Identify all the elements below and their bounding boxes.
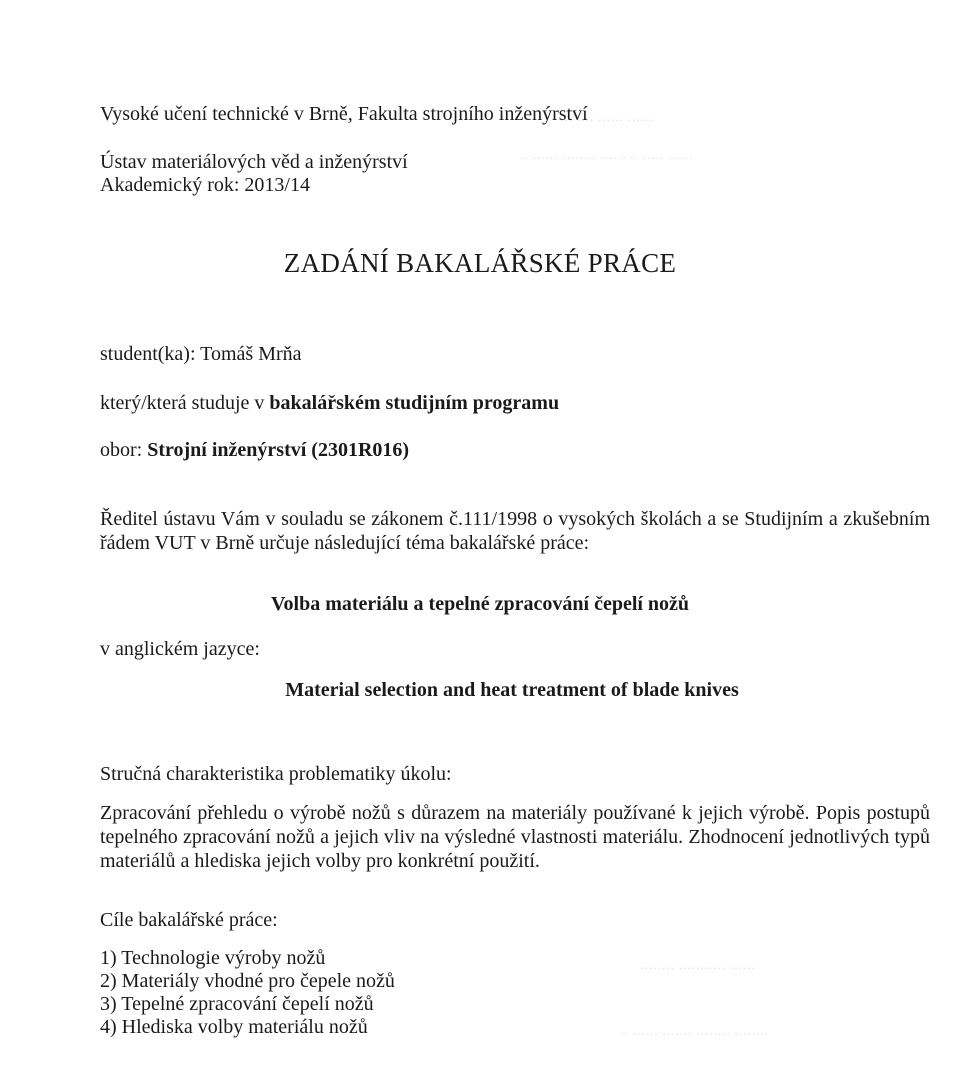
programme-name: bakalářském studijním programu	[269, 392, 560, 414]
field-line	[100, 438, 409, 462]
student-label: student(ka):	[100, 343, 201, 365]
page-title: ZADÁNÍ BAKALÁŘSKÉ PRÁCE	[283, 248, 677, 278]
field-name: Strojní inženýrství	[147, 439, 307, 461]
characteristics-paragraph: Zpracování přehledu o výrobě nožů s důrazem na materiály používané k jejich výrobě. Popis postupů tepelného zpracování nožů a jejich vliv na výsledné vlastnosti materiálu. Zhodnocení jednotlivých typů materiálů a hlediska jejich volby pro konkrétní použití.	[100, 802, 930, 872]
goal-item: 3) Tepelné zpracování čepelí nožů	[100, 993, 374, 1015]
programme-prefix: který/která studuje v	[100, 392, 270, 414]
bleed-through-text: ········ ··········· ······	[640, 960, 756, 975]
field-code: (2301R016)	[311, 439, 410, 461]
goals-list	[100, 947, 395, 1039]
goal-item: 1) Technologie výroby nožů	[100, 947, 326, 969]
bleed-through-text: ·· ······ ······· ········ ········	[620, 1026, 769, 1041]
goals-heading: Cíle bakalářské práce:	[100, 909, 278, 931]
intro-paragraph: Ředitel ústavu Vám v souladu se zákonem č.111/1998 o vysokých školách a se Studijním a zkušebním řádem VUT v Brně určuje následující téma bakalářské práce:	[100, 508, 930, 554]
field-prefix: obor:	[100, 439, 148, 461]
academic-year-line: Akademický rok: 2013/14	[100, 174, 310, 196]
student-line	[100, 342, 302, 366]
department-line: Ústav materiálových věd a inženýrství	[100, 151, 408, 173]
topic-english: Material selection and heat treatment of blade knives	[285, 679, 739, 701]
goal-item: 2) Materiály vhodné pro čepele nožů	[100, 970, 395, 992]
bleed-through-text: ·· ······ ········ ······ ·· ····· ······	[520, 150, 694, 165]
programme-line	[100, 391, 559, 415]
topic-czech: Volba materiálu a tepelné zpracování čepelí nožů	[270, 593, 690, 615]
institution-line: Vysoké učení technické v Brně, Fakulta strojního inženýrství	[100, 103, 588, 125]
characteristics-heading: Stručná charakteristika problematiky úkolu:	[100, 763, 452, 785]
goal-item: 4) Hlediska volby materiálu nožů	[100, 1016, 368, 1038]
english-label: v anglickém jazyce:	[100, 638, 260, 660]
bleed-through-text: ··· ···· ······ ······	[560, 112, 654, 127]
student-name: Tomáš Mrňa	[200, 343, 302, 365]
